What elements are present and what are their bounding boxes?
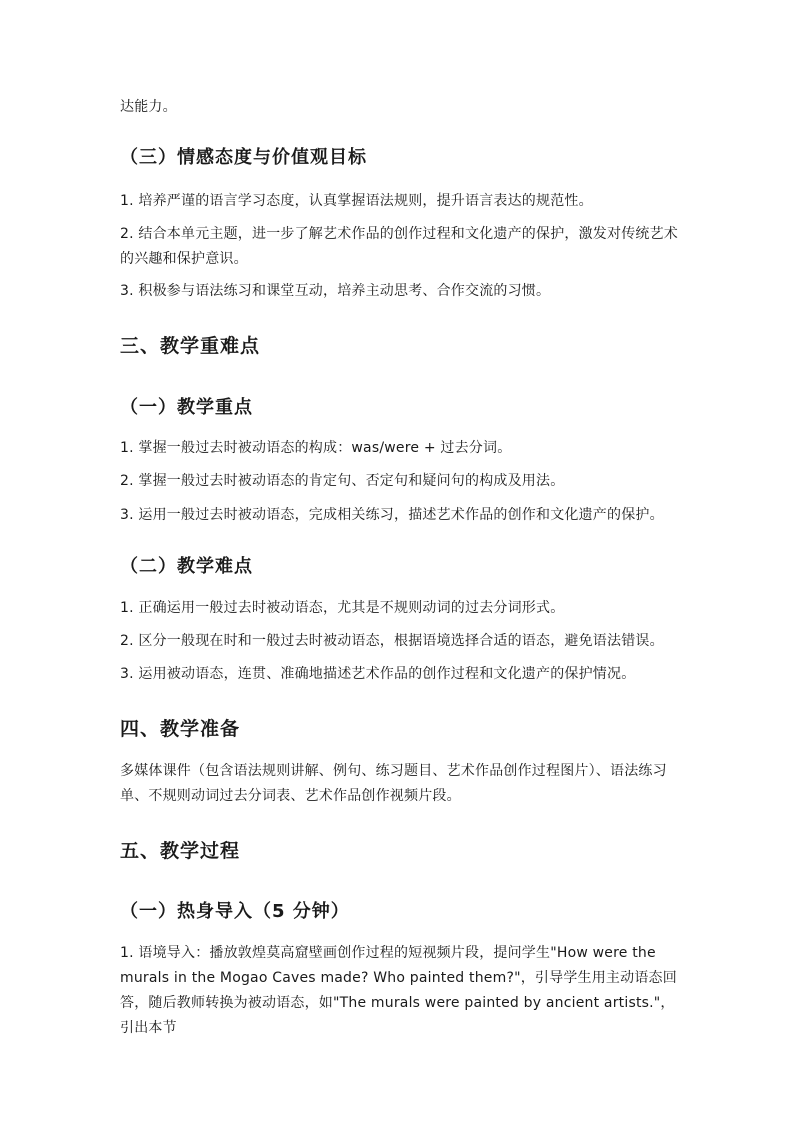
heading-affective-goals: （三）情感态度与价值观目标 <box>120 147 367 168</box>
list-item: 1. 掌握一般过去时被动语态的构成：was/were + 过去分词。 <box>120 440 512 456</box>
list-item: 2. 掌握一般过去时被动语态的肯定句、否定句和疑问句的构成及用法。 <box>120 473 565 489</box>
section-heading-teaching-process: 五、教学过程 <box>120 840 241 862</box>
section-heading-key-difficult-points: 三、教学重难点 <box>120 335 261 357</box>
list-item: 2. 区分一般现在时和一般过去时被动语态，根据语境选择合适的语态，避免语法错误。 <box>120 633 664 649</box>
list-item: 3. 运用一般过去时被动语态，完成相关练习，描述艺术作品的创作和文化遗产的保护。 <box>120 507 664 523</box>
list-item: 3. 积极参与语法练习和课堂互动，培养主动思考、合作交流的习惯。 <box>120 283 551 299</box>
list-item: 1. 培养严谨的语言学习态度，认真掌握语法规则，提升语言表达的规范性。 <box>120 193 593 209</box>
heading-teaching-difficulties: （二）教学难点 <box>120 556 253 577</box>
paragraph-warm-up: 1. 语境导入：播放敦煌莫高窟壁画创作过程的短视频片段，提问学生"How were the murals in the Mogao Caves made? Who painted them?"，引导学生用主动语态回答，随后教师转换为被动语态，如"The murals were painted by ancient artists."，引出本节 <box>120 945 677 1036</box>
heading-warm-up: （一）热身导入（5 分钟） <box>120 901 350 922</box>
section-heading-preparation: 四、教学准备 <box>120 718 241 740</box>
paragraph-continuation: 达能力。 <box>120 99 177 115</box>
heading-teaching-focus: （一）教学重点 <box>120 397 253 418</box>
list-item: 3. 运用被动语态，连贯、准确地描述艺术作品的创作过程和文化遗产的保护情况。 <box>120 666 636 682</box>
list-item: 2. 结合本单元主题，进一步了解艺术作品的创作过程和文化遗产的保护，激发对传统艺术的兴趣和保护意识。 <box>120 226 679 267</box>
list-item: 1. 正确运用一般过去时被动语态，尤其是不规则动词的过去分词形式。 <box>120 600 565 616</box>
paragraph-preparation: 多媒体课件（包含语法规则讲解、例句、练习题目、艺术作品创作过程图片）、语法练习单、不规则动词过去分词表、艺术作品创作视频片段。 <box>120 763 667 804</box>
